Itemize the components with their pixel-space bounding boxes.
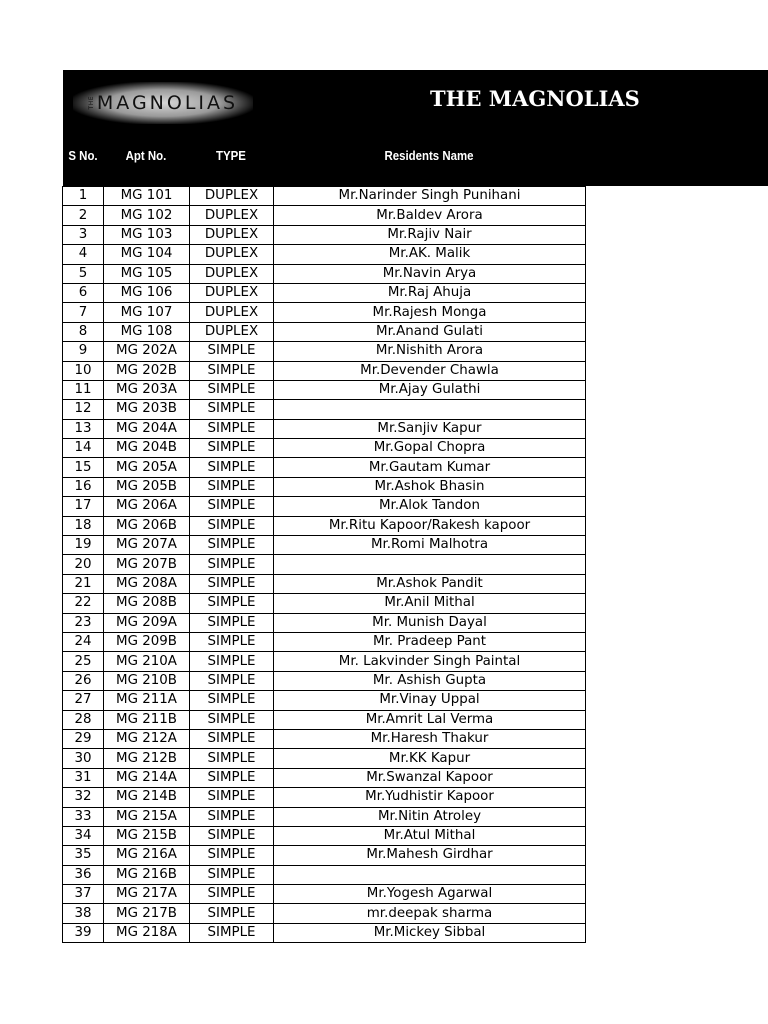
cell-resident-name: Mr.Atul Mithal <box>274 826 586 845</box>
cell-sno: 24 <box>63 632 104 651</box>
table-row <box>63 807 586 826</box>
cell-sno: 6 <box>63 283 104 302</box>
cell-resident-name: Mr.Yogesh Agarwal <box>274 885 586 904</box>
cell-resident-name: Mr.Romi Malhotra <box>274 536 586 555</box>
page-title: THE MAGNOLIAS <box>430 86 640 111</box>
cell-sno: 19 <box>63 536 104 555</box>
cell-resident-name: Mr.Haresh Thakur <box>274 729 586 748</box>
cell-type: SIMPLE <box>190 594 274 613</box>
cell-type: SIMPLE <box>190 710 274 729</box>
cell-type: DUPLEX <box>190 225 274 244</box>
cell-resident-name: Mr.Mahesh Girdhar <box>274 846 586 865</box>
cell-type: SIMPLE <box>190 400 274 419</box>
cell-type: SIMPLE <box>190 768 274 787</box>
cell-apt-no: MG 204A <box>104 419 190 438</box>
cell-resident-name: Mr.Devender Chawla <box>274 361 586 380</box>
table-row <box>63 923 586 942</box>
cell-apt-no: MG 217A <box>104 885 190 904</box>
header-band <box>63 70 768 186</box>
cell-resident-name: Mr.Ashok Pandit <box>274 574 586 593</box>
cell-resident-name <box>274 555 586 574</box>
cell-sno: 11 <box>63 380 104 399</box>
table-row <box>63 245 586 264</box>
cell-resident-name: Mr.Baldev Arora <box>274 206 586 225</box>
cell-sno: 18 <box>63 516 104 535</box>
table-row <box>63 613 586 632</box>
cell-sno: 1 <box>63 187 104 206</box>
cell-resident-name: Mr.Ashok Bhasin <box>274 477 586 496</box>
cell-apt-no: MG 215A <box>104 807 190 826</box>
cell-resident-name: Mr.Amrit Lal Verma <box>274 710 586 729</box>
cell-apt-no: MG 105 <box>104 264 190 283</box>
cell-apt-no: MG 106 <box>104 283 190 302</box>
table-row <box>63 671 586 690</box>
cell-apt-no: MG 203A <box>104 380 190 399</box>
cell-resident-name: Mr. Pradeep Pant <box>274 632 586 651</box>
table-row <box>63 342 586 361</box>
table-row <box>63 477 586 496</box>
cell-sno: 33 <box>63 807 104 826</box>
cell-sno: 15 <box>63 458 104 477</box>
cell-type: SIMPLE <box>190 691 274 710</box>
cell-apt-no: MG 211B <box>104 710 190 729</box>
cell-sno: 2 <box>63 206 104 225</box>
cell-resident-name: Mr. Munish Dayal <box>274 613 586 632</box>
cell-apt-no: MG 103 <box>104 225 190 244</box>
cell-resident-name: Mr.Anand Gulati <box>274 322 586 341</box>
cell-type: SIMPLE <box>190 477 274 496</box>
cell-sno: 8 <box>63 322 104 341</box>
cell-type: SIMPLE <box>190 807 274 826</box>
cell-sno: 30 <box>63 749 104 768</box>
cell-apt-no: MG 202B <box>104 361 190 380</box>
cell-sno: 10 <box>63 361 104 380</box>
cell-apt-no: MG 101 <box>104 187 190 206</box>
column-header-apt-no: Apt No. <box>125 148 167 163</box>
cell-apt-no: MG 108 <box>104 322 190 341</box>
cell-type: SIMPLE <box>190 555 274 574</box>
cell-sno: 14 <box>63 439 104 458</box>
cell-sno: 4 <box>63 245 104 264</box>
cell-apt-no: MG 202A <box>104 342 190 361</box>
cell-resident-name: Mr.Ritu Kapoor/Rakesh kapoor <box>274 516 586 535</box>
table-row <box>63 652 586 671</box>
column-header-type: TYPE <box>216 148 246 163</box>
cell-apt-no: MG 217B <box>104 904 190 923</box>
table-row <box>63 691 586 710</box>
cell-resident-name: Mr.Navin Arya <box>274 264 586 283</box>
table-row <box>63 865 586 884</box>
column-header-residents-name: Residents Name <box>384 148 474 163</box>
cell-apt-no: MG 208A <box>104 574 190 593</box>
cell-sno: 26 <box>63 671 104 690</box>
cell-resident-name: Mr.Raj Ahuja <box>274 283 586 302</box>
cell-type: DUPLEX <box>190 206 274 225</box>
cell-apt-no: MG 210B <box>104 671 190 690</box>
cell-sno: 3 <box>63 225 104 244</box>
cell-type: SIMPLE <box>190 885 274 904</box>
cell-sno: 34 <box>63 826 104 845</box>
table-row <box>63 225 586 244</box>
cell-sno: 7 <box>63 303 104 322</box>
cell-resident-name: Mr.Sanjiv Kapur <box>274 419 586 438</box>
cell-type: SIMPLE <box>190 749 274 768</box>
cell-apt-no: MG 218A <box>104 923 190 942</box>
cell-apt-no: MG 203B <box>104 400 190 419</box>
cell-type: DUPLEX <box>190 245 274 264</box>
cell-sno: 37 <box>63 885 104 904</box>
cell-type: SIMPLE <box>190 632 274 651</box>
cell-sno: 29 <box>63 729 104 748</box>
cell-sno: 36 <box>63 865 104 884</box>
cell-type: DUPLEX <box>190 264 274 283</box>
cell-type: SIMPLE <box>190 419 274 438</box>
cell-resident-name: Mr.Yudhistir Kapoor <box>274 788 586 807</box>
table-row <box>63 516 586 535</box>
cell-sno: 12 <box>63 400 104 419</box>
cell-apt-no: MG 209B <box>104 632 190 651</box>
cell-apt-no: MG 214B <box>104 788 190 807</box>
residents-table-wrapper <box>62 186 586 943</box>
table-row <box>63 574 586 593</box>
cell-type: SIMPLE <box>190 671 274 690</box>
cell-apt-no: MG 216A <box>104 846 190 865</box>
cell-resident-name: Mr.Nishith Arora <box>274 342 586 361</box>
cell-sno: 16 <box>63 477 104 496</box>
table-row <box>63 400 586 419</box>
table-row <box>63 439 586 458</box>
cell-resident-name: Mr.Anil Mithal <box>274 594 586 613</box>
table-row <box>63 846 586 865</box>
cell-type: SIMPLE <box>190 923 274 942</box>
table-row <box>63 264 586 283</box>
cell-apt-no: MG 206B <box>104 516 190 535</box>
cell-resident-name: Mr.KK Kapur <box>274 749 586 768</box>
cell-resident-name: Mr.Rajiv Nair <box>274 225 586 244</box>
table-row <box>63 729 586 748</box>
logo-small-text: THE <box>87 96 95 110</box>
table-row <box>63 361 586 380</box>
logo-text: MAGNOLIAS <box>96 92 239 114</box>
cell-apt-no: MG 216B <box>104 865 190 884</box>
cell-type: SIMPLE <box>190 904 274 923</box>
cell-type: SIMPLE <box>190 516 274 535</box>
table-row <box>63 419 586 438</box>
cell-type: DUPLEX <box>190 187 274 206</box>
cell-type: SIMPLE <box>190 439 274 458</box>
cell-resident-name: Mr.Gopal Chopra <box>274 439 586 458</box>
cell-sno: 39 <box>63 923 104 942</box>
table-row <box>63 458 586 477</box>
column-header-sno: S No. <box>68 148 98 163</box>
cell-resident-name: Mr. Ashish Gupta <box>274 671 586 690</box>
cell-apt-no: MG 212A <box>104 729 190 748</box>
cell-sno: 35 <box>63 846 104 865</box>
cell-resident-name: Mr.Vinay Uppal <box>274 691 586 710</box>
cell-resident-name: Mr. Lakvinder Singh Paintal <box>274 652 586 671</box>
cell-type: SIMPLE <box>190 342 274 361</box>
cell-type: SIMPLE <box>190 574 274 593</box>
cell-type: SIMPLE <box>190 458 274 477</box>
table-row <box>63 632 586 651</box>
cell-apt-no: MG 102 <box>104 206 190 225</box>
cell-sno: 27 <box>63 691 104 710</box>
cell-apt-no: MG 209A <box>104 613 190 632</box>
cell-resident-name: Mr.Nitin Atroley <box>274 807 586 826</box>
cell-type: SIMPLE <box>190 613 274 632</box>
table-row <box>63 768 586 787</box>
table-row <box>63 497 586 516</box>
cell-apt-no: MG 104 <box>104 245 190 264</box>
table-row <box>63 594 586 613</box>
cell-sno: 9 <box>63 342 104 361</box>
cell-resident-name: Mr.Ajay Gulathi <box>274 380 586 399</box>
magnolias-logo <box>73 82 253 124</box>
cell-sno: 38 <box>63 904 104 923</box>
cell-sno: 20 <box>63 555 104 574</box>
cell-resident-name: Mr.Mickey Sibbal <box>274 923 586 942</box>
cell-sno: 5 <box>63 264 104 283</box>
cell-sno: 22 <box>63 594 104 613</box>
table-row <box>63 904 586 923</box>
cell-type: SIMPLE <box>190 826 274 845</box>
cell-apt-no: MG 214A <box>104 768 190 787</box>
cell-resident-name <box>274 400 586 419</box>
cell-sno: 17 <box>63 497 104 516</box>
cell-type: DUPLEX <box>190 283 274 302</box>
cell-apt-no: MG 215B <box>104 826 190 845</box>
cell-apt-no: MG 206A <box>104 497 190 516</box>
cell-type: DUPLEX <box>190 322 274 341</box>
cell-apt-no: MG 207B <box>104 555 190 574</box>
residents-table <box>62 186 586 943</box>
cell-type: SIMPLE <box>190 536 274 555</box>
cell-type: SIMPLE <box>190 497 274 516</box>
cell-resident-name: Mr.AK. Malik <box>274 245 586 264</box>
cell-apt-no: MG 211A <box>104 691 190 710</box>
cell-apt-no: MG 207A <box>104 536 190 555</box>
cell-apt-no: MG 204B <box>104 439 190 458</box>
cell-apt-no: MG 107 <box>104 303 190 322</box>
cell-resident-name: Mr.Narinder Singh Punihani <box>274 187 586 206</box>
cell-apt-no: MG 205A <box>104 458 190 477</box>
cell-resident-name: Mr.Gautam Kumar <box>274 458 586 477</box>
cell-type: SIMPLE <box>190 865 274 884</box>
table-row <box>63 536 586 555</box>
cell-apt-no: MG 205B <box>104 477 190 496</box>
cell-type: SIMPLE <box>190 380 274 399</box>
cell-resident-name: Mr.Rajesh Monga <box>274 303 586 322</box>
cell-resident-name <box>274 865 586 884</box>
cell-sno: 31 <box>63 768 104 787</box>
cell-sno: 28 <box>63 710 104 729</box>
cell-sno: 21 <box>63 574 104 593</box>
table-row <box>63 206 586 225</box>
cell-type: SIMPLE <box>190 652 274 671</box>
cell-sno: 32 <box>63 788 104 807</box>
table-row <box>63 710 586 729</box>
table-row <box>63 187 586 206</box>
cell-type: SIMPLE <box>190 729 274 748</box>
cell-type: SIMPLE <box>190 846 274 865</box>
table-row <box>63 303 586 322</box>
cell-type: SIMPLE <box>190 788 274 807</box>
table-row <box>63 749 586 768</box>
cell-apt-no: MG 212B <box>104 749 190 768</box>
cell-resident-name: Mr.Alok Tandon <box>274 497 586 516</box>
cell-sno: 13 <box>63 419 104 438</box>
table-row <box>63 322 586 341</box>
table-row <box>63 555 586 574</box>
cell-type: DUPLEX <box>190 303 274 322</box>
table-row <box>63 788 586 807</box>
cell-sno: 25 <box>63 652 104 671</box>
table-row <box>63 283 586 302</box>
cell-apt-no: MG 210A <box>104 652 190 671</box>
table-row <box>63 885 586 904</box>
table-row <box>63 826 586 845</box>
cell-apt-no: MG 208B <box>104 594 190 613</box>
cell-sno: 23 <box>63 613 104 632</box>
residents-table-body <box>63 187 586 943</box>
cell-resident-name: mr.deepak sharma <box>274 904 586 923</box>
cell-resident-name: Mr.Swanzal Kapoor <box>274 768 586 787</box>
table-row <box>63 380 586 399</box>
cell-type: SIMPLE <box>190 361 274 380</box>
